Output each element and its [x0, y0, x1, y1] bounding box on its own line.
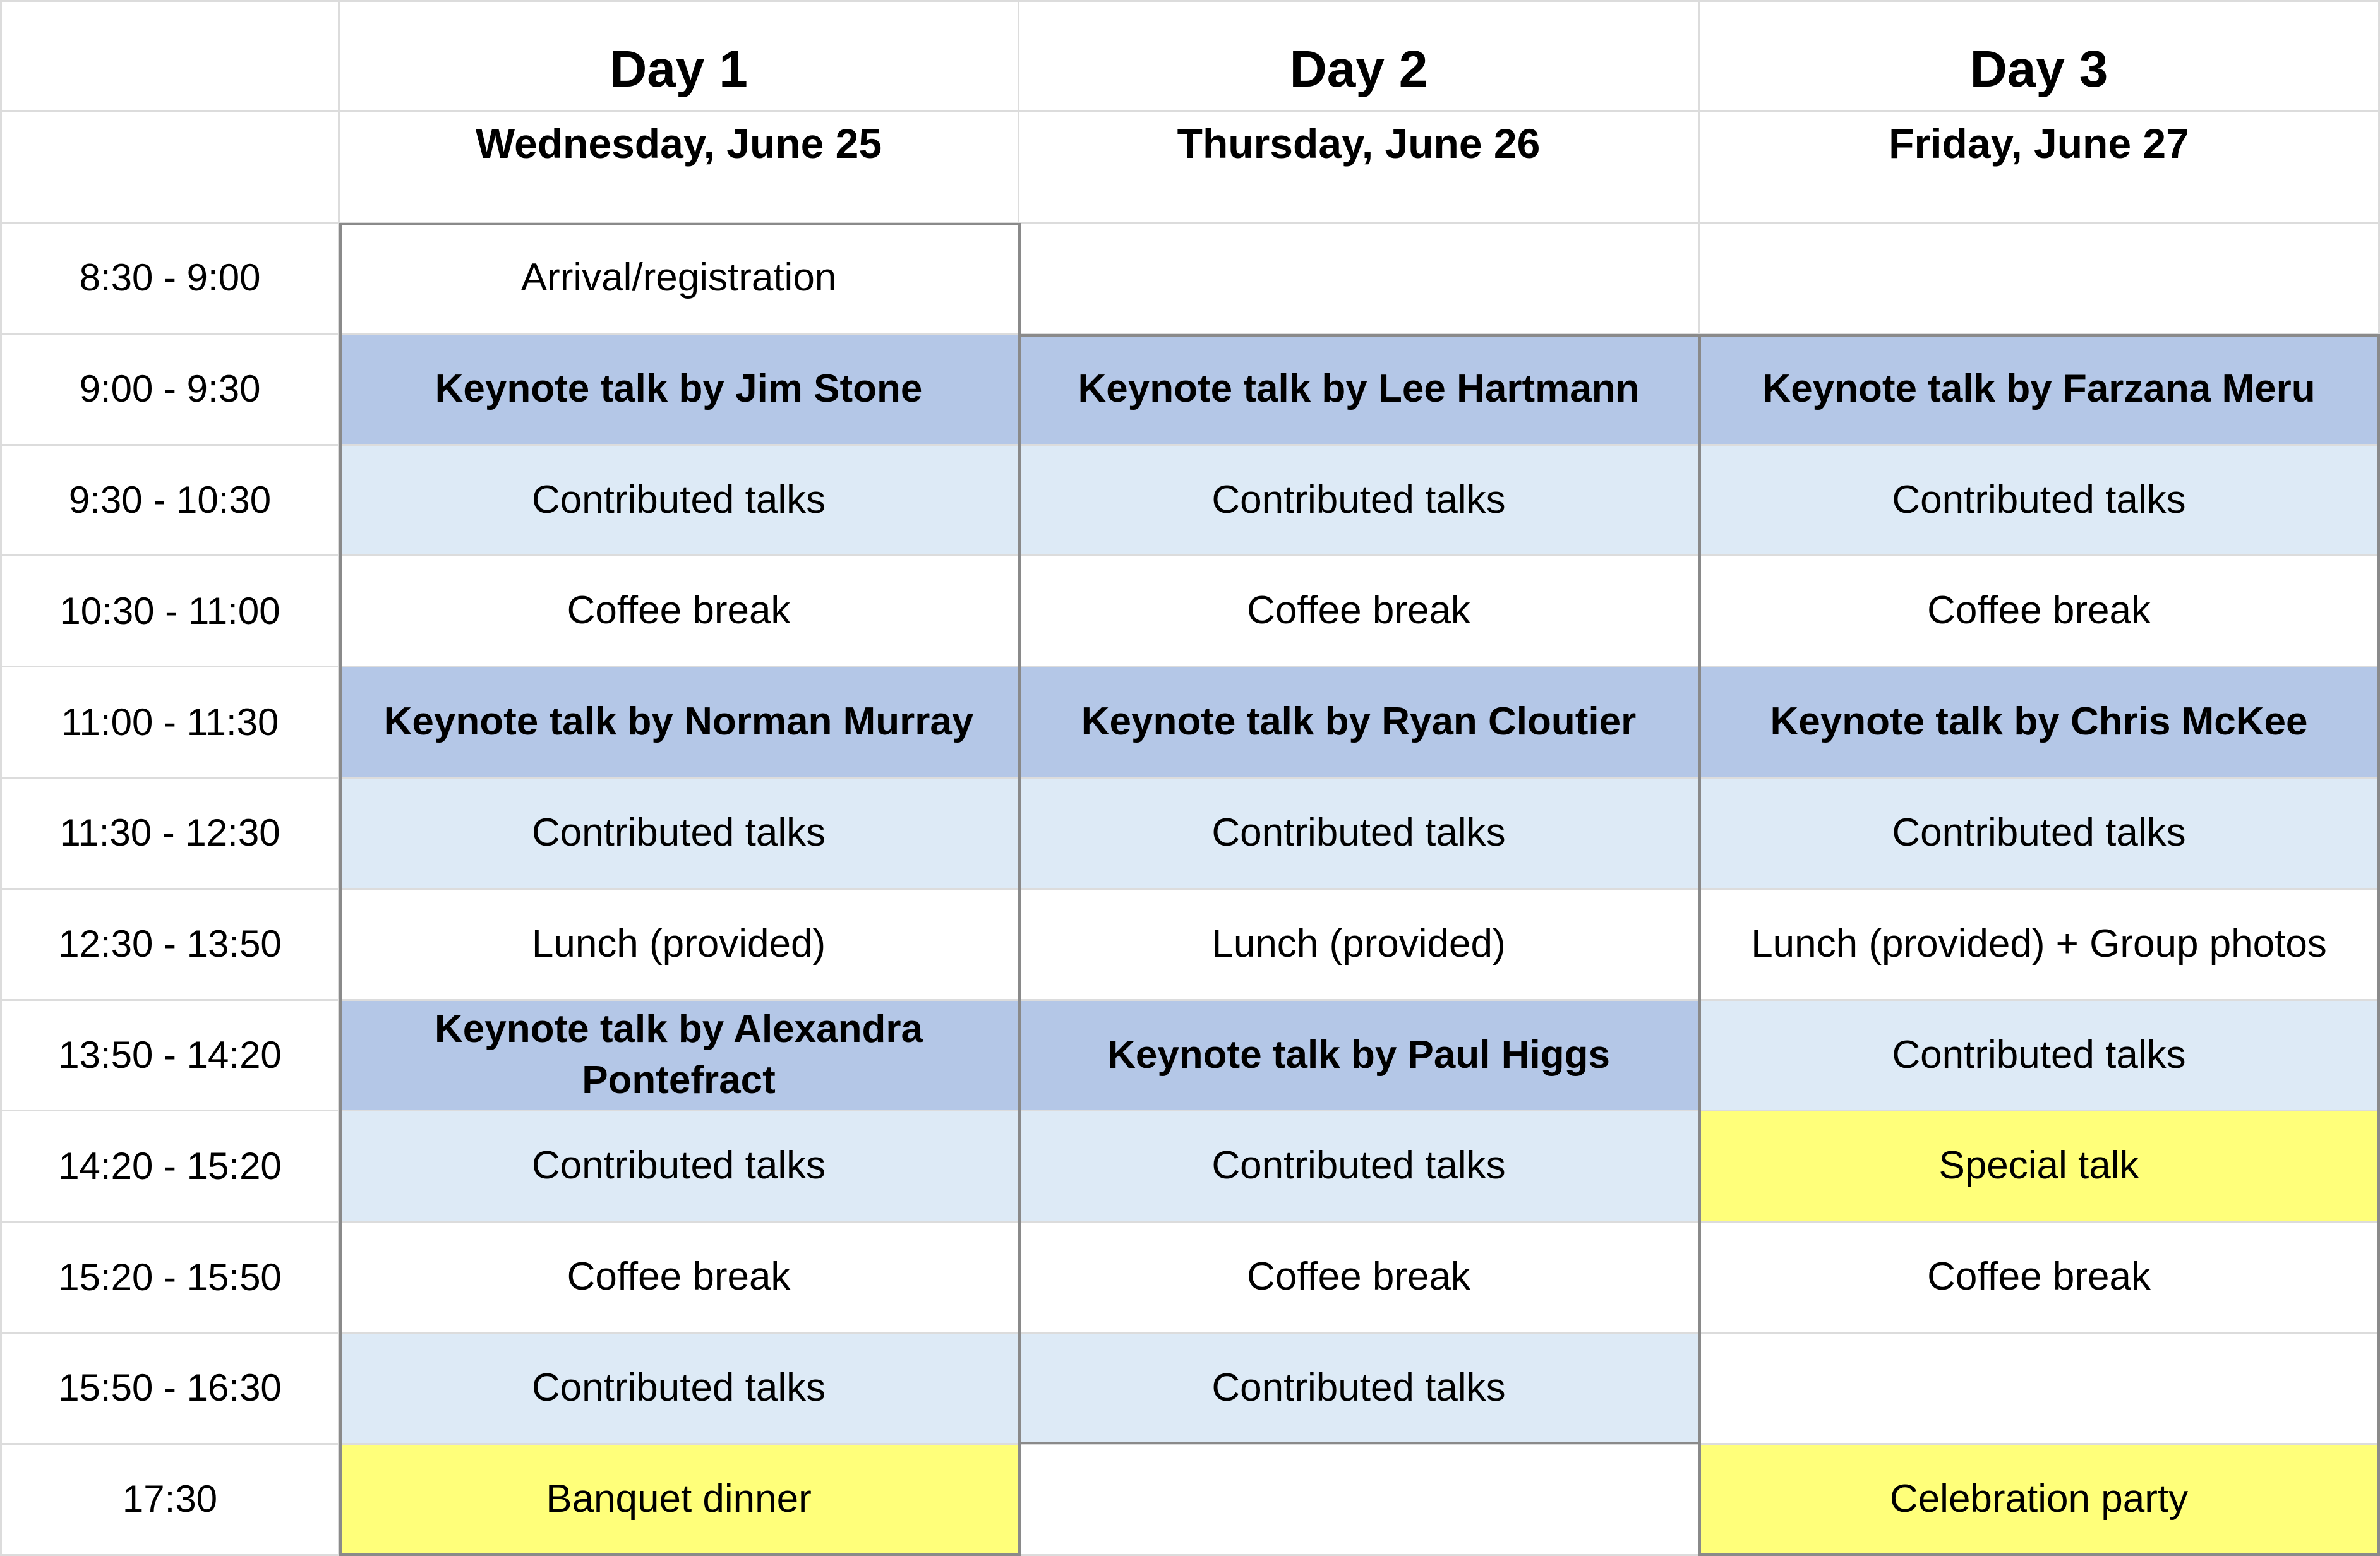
event-cell: Contributed talks	[1019, 1111, 1700, 1223]
day-2-date: Thursday, June 26	[1019, 112, 1700, 224]
event-cell: Coffee break	[1019, 1223, 1700, 1334]
event-cell: Contributed talks	[340, 779, 1019, 890]
time-slot: 11:30 - 12:30	[0, 779, 340, 890]
time-slot: 10:30 - 11:00	[0, 556, 340, 667]
event-cell: Contributed talks	[1019, 779, 1700, 890]
event-cell	[1700, 1334, 2380, 1445]
event-cell: Contributed talks	[1019, 446, 1700, 557]
corner-cell-bottom	[0, 112, 340, 224]
time-slot: 17:30	[0, 1445, 340, 1556]
event-cell: Contributed talks	[1700, 446, 2380, 557]
event-cell: Lunch (provided) + Group photos	[1700, 890, 2380, 1001]
event-cell: Celebration party	[1700, 1445, 2380, 1556]
event-cell: Coffee break	[340, 556, 1019, 667]
event-cell: Keynote talk by Ryan Cloutier	[1019, 667, 1700, 779]
time-slot: 14:20 - 15:20	[0, 1111, 340, 1223]
day-1-date: Wednesday, June 25	[340, 112, 1019, 224]
event-cell: Keynote talk by Norman Murray	[340, 667, 1019, 779]
event-cell: Coffee break	[1700, 556, 2380, 667]
event-cell: Contributed talks	[340, 446, 1019, 557]
time-slot: 8:30 - 9:00	[0, 224, 340, 335]
event-cell	[1700, 224, 2380, 335]
event-cell: Keynote talk by Alexandra Pontefract	[340, 1001, 1019, 1112]
event-cell: Contributed talks	[1700, 1001, 2380, 1112]
day-1-title: Day 1	[340, 0, 1019, 112]
event-cell: Special talk	[1700, 1111, 2380, 1223]
event-cell: Contributed talks	[340, 1334, 1019, 1445]
event-cell: Lunch (provided)	[1019, 890, 1700, 1001]
event-cell: Keynote talk by Farzana Meru	[1700, 335, 2380, 446]
event-cell: Keynote talk by Jim Stone	[340, 335, 1019, 446]
event-cell: Keynote talk by Chris McKee	[1700, 667, 2380, 779]
event-cell: Banquet dinner	[340, 1445, 1019, 1556]
event-cell	[1019, 224, 1700, 335]
event-cell: Keynote talk by Lee Hartmann	[1019, 335, 1700, 446]
event-cell: Coffee break	[340, 1223, 1019, 1334]
event-cell: Coffee break	[1700, 1223, 2380, 1334]
time-slot: 9:30 - 10:30	[0, 446, 340, 557]
day-3-title: Day 3	[1700, 0, 2380, 112]
event-cell: Contributed talks	[1700, 779, 2380, 890]
event-cell: Coffee break	[1019, 556, 1700, 667]
event-cell: Arrival/registration	[340, 224, 1019, 335]
event-cell: Contributed talks	[1019, 1334, 1700, 1445]
time-slot: 15:50 - 16:30	[0, 1334, 340, 1445]
time-slot: 11:00 - 11:30	[0, 667, 340, 779]
day-3-date: Friday, June 27	[1700, 112, 2380, 224]
event-cell: Contributed talks	[340, 1111, 1019, 1223]
event-cell	[1019, 1445, 1700, 1556]
event-cell: Keynote talk by Paul Higgs	[1019, 1001, 1700, 1112]
corner-cell-top	[0, 0, 340, 112]
time-slot: 12:30 - 13:50	[0, 890, 340, 1001]
day-2-title: Day 2	[1019, 0, 1700, 112]
event-cell: Lunch (provided)	[340, 890, 1019, 1001]
time-slot: 9:00 - 9:30	[0, 335, 340, 446]
time-slot: 15:20 - 15:50	[0, 1223, 340, 1334]
time-slot: 13:50 - 14:20	[0, 1001, 340, 1112]
